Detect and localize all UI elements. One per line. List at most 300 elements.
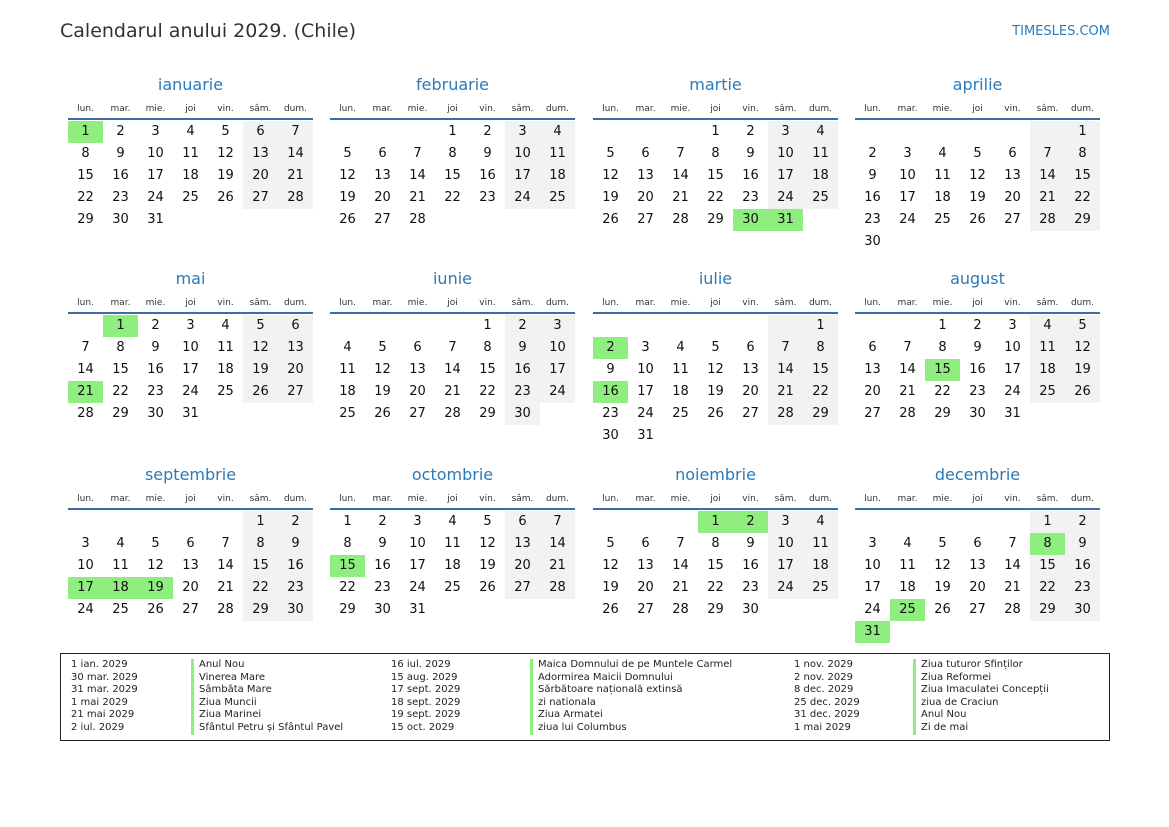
day-cell: 21 — [899, 384, 916, 399]
day-cell: 12 — [969, 168, 986, 183]
empty-day-cell — [330, 121, 365, 143]
day-cell: 3 — [81, 536, 90, 551]
empty-day-cell — [925, 621, 960, 643]
weekday-label: mar. — [372, 104, 393, 114]
day-cell: 18 — [672, 384, 689, 399]
month-name: august — [950, 269, 1005, 288]
day-cell: 22 — [444, 190, 461, 205]
legend-holiday-name: Maica Domnului de pe Muntele Carmel — [538, 659, 733, 670]
weekday-label: mar. — [635, 104, 656, 114]
day-cell: 4 — [803, 511, 838, 533]
day-cell: 19 — [707, 384, 724, 399]
month-name: iulie — [698, 269, 733, 288]
day-cell: 5 — [606, 146, 615, 161]
day-cell: 25 — [672, 406, 689, 421]
day-cell: 12 — [934, 558, 951, 573]
day-cell: 19 — [479, 558, 496, 573]
day-cell: 20 — [409, 384, 426, 399]
day-cell: 14 — [540, 533, 575, 555]
month-name: ianuarie — [157, 75, 224, 94]
weekday-label: mie. — [932, 298, 953, 308]
day-cell: 1 — [448, 124, 457, 139]
day-grid — [855, 121, 1100, 253]
empty-day-cell — [243, 403, 278, 425]
weekday-label: lun. — [602, 298, 619, 308]
empty-day-cell — [925, 121, 960, 143]
weekday-label: dum. — [283, 104, 308, 114]
month-name: februarie — [415, 75, 490, 94]
empty-day-cell — [540, 209, 575, 231]
weekday-header — [855, 294, 1100, 314]
day-cell: 17 — [1004, 362, 1021, 377]
weekday-label: sâm. — [249, 298, 272, 308]
day-cell: 8 — [243, 533, 278, 555]
weekday-label: sâm. — [511, 494, 534, 504]
day-cell: 18 — [934, 190, 951, 205]
day-cell: 30 — [112, 212, 129, 227]
day-cell: 3 — [413, 514, 422, 529]
empty-day-cell — [593, 511, 628, 533]
day-cell: 1 — [243, 511, 278, 533]
holiday-day-cell: 17 — [68, 577, 103, 599]
day-cell: 3 — [540, 315, 575, 337]
holiday-day-cell: 18 — [103, 577, 138, 599]
empty-day-cell — [960, 621, 995, 643]
weekday-header — [68, 100, 313, 120]
empty-day-cell — [890, 511, 925, 533]
day-cell: 12 — [479, 536, 496, 551]
day-cell: 31 — [182, 406, 199, 421]
day-cell: 28 — [444, 406, 461, 421]
day-cell: 23 — [969, 384, 986, 399]
empty-day-cell — [435, 209, 470, 231]
day-cell: 16 — [505, 359, 540, 381]
day-cell: 10 — [864, 558, 881, 573]
day-cell: 5 — [483, 514, 492, 529]
holiday-legend — [60, 653, 1110, 741]
weekday-header — [330, 294, 575, 314]
month-octombrie — [330, 464, 575, 621]
holiday-day-cell: 19 — [138, 577, 173, 599]
month-iunie — [330, 268, 575, 425]
empty-day-cell — [400, 315, 435, 337]
day-cell: 1 — [938, 318, 947, 333]
day-cell: 3 — [186, 318, 195, 333]
day-cell: 28 — [217, 602, 234, 617]
weekday-label: dum. — [1070, 298, 1095, 308]
legend-date: 31 mar. 2029 — [71, 684, 138, 696]
holiday-day-cell: 8 — [1030, 533, 1065, 555]
weekday-label: joi — [185, 298, 196, 308]
day-cell: 2 — [483, 124, 492, 139]
day-cell: 11 — [803, 143, 838, 165]
empty-day-cell — [593, 315, 628, 337]
empty-day-cell — [803, 425, 838, 447]
day-cell: 26 — [707, 406, 724, 421]
day-cell: 21 — [672, 580, 689, 595]
day-cell: 14 — [217, 558, 234, 573]
day-cell: 21 — [672, 190, 689, 205]
day-cell: 8 — [711, 536, 720, 551]
weekday-label: joi — [972, 494, 983, 504]
day-cell: 6 — [641, 536, 650, 551]
day-cell: 5 — [1065, 315, 1100, 337]
day-cell: 8 — [343, 536, 352, 551]
day-cell: 23 — [742, 580, 759, 595]
day-cell: 10 — [637, 362, 654, 377]
day-cell: 20 — [1004, 190, 1021, 205]
day-cell: 3 — [768, 121, 803, 143]
day-cell: 6 — [378, 146, 387, 161]
empty-day-cell — [1030, 231, 1065, 253]
day-cell: 21 — [540, 555, 575, 577]
day-cell: 30 — [278, 599, 313, 621]
day-cell: 4 — [540, 121, 575, 143]
day-cell: 14 — [899, 362, 916, 377]
day-cell: 25 — [1030, 381, 1065, 403]
weekday-label: lun. — [339, 104, 356, 114]
day-cell: 24 — [768, 577, 803, 599]
weekday-label: mie. — [670, 494, 691, 504]
empty-day-cell — [663, 511, 698, 533]
day-cell: 4 — [938, 146, 947, 161]
empty-day-cell — [995, 231, 1030, 253]
day-cell: 3 — [903, 146, 912, 161]
weekday-label: dum. — [1070, 494, 1095, 504]
weekday-label: dum. — [808, 104, 833, 114]
empty-day-cell — [470, 599, 505, 621]
day-cell: 28 — [899, 406, 916, 421]
day-cell: 24 — [1004, 384, 1021, 399]
weekday-label: vin. — [217, 494, 234, 504]
day-cell: 11 — [112, 558, 129, 573]
weekday-label: joi — [185, 104, 196, 114]
day-grid — [855, 511, 1100, 643]
day-cell: 10 — [1004, 340, 1021, 355]
day-cell: 14 — [672, 558, 689, 573]
holiday-day-cell: 2 — [733, 511, 768, 533]
weekday-label: mie. — [932, 494, 953, 504]
day-cell: 20 — [243, 165, 278, 187]
month-name: iunie — [432, 269, 472, 288]
empty-day-cell — [593, 121, 628, 143]
day-cell: 6 — [186, 536, 195, 551]
day-cell: 7 — [1008, 536, 1017, 551]
legend-holiday-name: Ziua Armatei — [538, 709, 603, 721]
day-cell: 22 — [339, 580, 356, 595]
day-cell: 27 — [505, 577, 540, 599]
day-cell: 22 — [803, 381, 838, 403]
day-cell: 22 — [77, 190, 94, 205]
day-cell: 29 — [339, 602, 356, 617]
month-aprilie — [855, 74, 1100, 253]
day-cell: 26 — [602, 212, 619, 227]
day-cell: 2 — [378, 514, 387, 529]
day-cell: 26 — [374, 406, 391, 421]
empty-day-cell — [733, 315, 768, 337]
day-cell: 25 — [182, 190, 199, 205]
day-cell: 6 — [1008, 146, 1017, 161]
empty-day-cell — [768, 315, 803, 337]
weekday-label: sâm. — [249, 494, 272, 504]
day-cell: 21 — [444, 384, 461, 399]
day-cell: 5 — [243, 315, 278, 337]
empty-day-cell — [435, 315, 470, 337]
day-cell: 30 — [742, 602, 759, 617]
day-cell: 14 — [1030, 165, 1065, 187]
legend-date: 30 mar. 2029 — [71, 671, 138, 683]
empty-day-cell — [435, 599, 470, 621]
day-cell: 9 — [116, 146, 125, 161]
legend-date: 15 oct. 2029 — [391, 721, 455, 733]
empty-day-cell — [698, 425, 733, 447]
legend-holiday-name: ziua de Craciun — [921, 696, 999, 708]
legend-name-column — [191, 659, 343, 735]
day-cell: 22 — [479, 384, 496, 399]
day-cell: 14 — [444, 362, 461, 377]
day-cell: 2 — [868, 146, 877, 161]
day-cell: 5 — [343, 146, 352, 161]
legend-date-column — [794, 659, 860, 735]
day-cell: 3 — [768, 511, 803, 533]
day-cell: 8 — [116, 340, 125, 355]
day-cell: 22 — [707, 580, 724, 595]
day-cell: 17 — [409, 558, 426, 573]
day-cell: 7 — [676, 146, 685, 161]
empty-day-cell — [173, 511, 208, 533]
day-cell: 25 — [803, 187, 838, 209]
holiday-day-cell: 1 — [68, 121, 103, 143]
empty-day-cell — [505, 599, 540, 621]
empty-day-cell — [663, 315, 698, 337]
weekday-label: mar. — [897, 494, 918, 504]
day-cell: 7 — [1030, 143, 1065, 165]
day-cell: 12 — [374, 362, 391, 377]
day-cell: 1 — [803, 315, 838, 337]
day-cell: 6 — [868, 340, 877, 355]
weekday-label: lun. — [77, 494, 94, 504]
weekday-label: dum. — [808, 298, 833, 308]
day-cell: 7 — [81, 340, 90, 355]
day-cell: 13 — [182, 558, 199, 573]
empty-day-cell — [103, 511, 138, 533]
day-cell: 9 — [973, 340, 982, 355]
weekday-header — [593, 294, 838, 314]
month-mai — [68, 268, 313, 425]
day-cell: 23 — [864, 212, 881, 227]
weekday-label: dum. — [808, 494, 833, 504]
legend-holiday-name: Anul Nou — [921, 709, 967, 721]
month-noiembrie — [593, 464, 838, 621]
empty-day-cell — [1030, 403, 1065, 425]
day-cell: 26 — [339, 212, 356, 227]
empty-day-cell — [663, 121, 698, 143]
day-cell: 11 — [182, 146, 199, 161]
legend-name-column — [530, 659, 732, 735]
empty-day-cell — [1065, 231, 1100, 253]
legend-holiday-name: Sfântul Petru și Sfântul Pavel — [199, 721, 344, 733]
weekday-header — [68, 490, 313, 510]
empty-day-cell — [470, 209, 505, 231]
empty-day-cell — [663, 425, 698, 447]
day-cell: 19 — [1065, 359, 1100, 381]
day-cell: 10 — [899, 168, 916, 183]
empty-day-cell — [960, 121, 995, 143]
empty-day-cell — [1030, 121, 1065, 143]
day-cell: 20 — [505, 555, 540, 577]
day-cell: 29 — [934, 406, 951, 421]
holiday-day-cell: 1 — [103, 315, 138, 337]
empty-day-cell — [243, 209, 278, 231]
month-name: septembrie — [144, 465, 237, 484]
day-cell: 25 — [217, 384, 234, 399]
day-cell: 3 — [505, 121, 540, 143]
day-cell: 13 — [969, 558, 986, 573]
legend-holiday-name: Ziua Reformei — [921, 671, 992, 683]
legend-holiday-name: ziua lui Columbus — [538, 721, 627, 733]
day-grid — [593, 511, 838, 621]
day-cell: 28 — [672, 602, 689, 617]
day-cell: 6 — [413, 340, 422, 355]
legend-holiday-name: Ziua Muncii — [199, 696, 257, 708]
day-cell: 11 — [934, 168, 951, 183]
empty-day-cell — [208, 403, 243, 425]
month-martie — [593, 74, 838, 231]
day-cell: 24 — [540, 381, 575, 403]
day-cell: 12 — [147, 558, 164, 573]
day-cell: 14 — [77, 362, 94, 377]
month-august — [855, 268, 1100, 425]
day-cell: 8 — [1065, 143, 1100, 165]
day-cell: 20 — [637, 190, 654, 205]
legend-holiday-name: Ziua Marinei — [199, 709, 262, 721]
day-cell: 12 — [339, 168, 356, 183]
day-cell: 6 — [641, 146, 650, 161]
day-cell: 14 — [672, 168, 689, 183]
month-name: martie — [689, 75, 742, 94]
day-cell: 10 — [77, 558, 94, 573]
weekday-label: lun. — [864, 494, 881, 504]
day-cell: 18 — [803, 165, 838, 187]
day-cell: 23 — [1065, 577, 1100, 599]
day-cell: 21 — [217, 580, 234, 595]
day-cell: 1 — [343, 514, 352, 529]
day-cell: 22 — [1065, 187, 1100, 209]
day-cell: 5 — [378, 340, 387, 355]
day-cell: 10 — [540, 337, 575, 359]
legend-holiday-name: Ziua Imaculatei Concepții — [921, 684, 1049, 696]
day-cell: 14 — [768, 359, 803, 381]
weekday-label: sâm. — [1036, 104, 1059, 114]
weekday-label: mie. — [932, 104, 953, 114]
day-cell: 26 — [243, 381, 278, 403]
weekday-label: mie. — [145, 494, 166, 504]
empty-day-cell — [890, 315, 925, 337]
legend-date-column — [391, 659, 460, 735]
weekday-label: dum. — [283, 494, 308, 504]
day-cell: 8 — [448, 146, 457, 161]
day-cell: 24 — [864, 602, 881, 617]
day-cell: 1 — [711, 124, 720, 139]
day-cell: 20 — [637, 580, 654, 595]
day-cell: 6 — [973, 536, 982, 551]
day-cell: 29 — [1030, 599, 1065, 621]
day-cell: 26 — [217, 190, 234, 205]
weekday-label: mar. — [897, 104, 918, 114]
day-cell: 28 — [1030, 209, 1065, 231]
day-cell: 27 — [278, 381, 313, 403]
day-grid — [330, 315, 575, 425]
weekday-label: vin. — [1004, 494, 1021, 504]
day-cell: 22 — [1030, 577, 1065, 599]
day-cell: 29 — [243, 599, 278, 621]
empty-day-cell — [890, 621, 925, 643]
day-cell: 27 — [969, 602, 986, 617]
day-cell: 17 — [182, 362, 199, 377]
day-cell: 21 — [1004, 580, 1021, 595]
day-cell: 30 — [505, 403, 540, 425]
empty-day-cell — [278, 209, 313, 231]
day-cell: 26 — [934, 602, 951, 617]
day-cell: 15 — [707, 558, 724, 573]
day-cell: 13 — [637, 558, 654, 573]
empty-day-cell — [208, 209, 243, 231]
weekday-header — [855, 490, 1100, 510]
weekday-label: mie. — [407, 494, 428, 504]
weekday-label: sâm. — [774, 298, 797, 308]
legend-holiday-name: Zi de mai — [921, 721, 969, 733]
empty-day-cell — [768, 599, 803, 621]
empty-day-cell — [803, 209, 838, 231]
day-cell: 21 — [278, 165, 313, 187]
day-cell: 9 — [483, 146, 492, 161]
day-cell: 11 — [803, 533, 838, 555]
day-cell: 27 — [864, 406, 881, 421]
weekday-header — [593, 100, 838, 120]
day-cell: 5 — [151, 536, 160, 551]
empty-day-cell — [890, 231, 925, 253]
empty-day-cell — [960, 231, 995, 253]
day-cell: 2 — [278, 511, 313, 533]
empty-day-cell — [68, 511, 103, 533]
day-cell: 9 — [746, 536, 755, 551]
day-cell: 4 — [1030, 315, 1065, 337]
legend-date: 1 mai 2029 — [794, 721, 851, 733]
day-cell: 30 — [374, 602, 391, 617]
day-cell: 2 — [505, 315, 540, 337]
day-cell: 24 — [768, 187, 803, 209]
holiday-day-cell: 15 — [925, 359, 960, 381]
weekday-label: mie. — [670, 104, 691, 114]
weekday-label: sâm. — [249, 104, 272, 114]
day-cell: 9 — [151, 340, 160, 355]
day-cell: 26 — [969, 212, 986, 227]
day-cell: 23 — [112, 190, 129, 205]
day-cell: 19 — [934, 580, 951, 595]
day-cell: 3 — [868, 536, 877, 551]
day-cell: 1 — [1030, 511, 1065, 533]
site-link[interactable]: TIMESLES.COM — [1012, 24, 1110, 39]
day-cell: 15 — [444, 168, 461, 183]
legend-date: 1 nov. 2029 — [794, 659, 853, 670]
day-grid — [330, 121, 575, 231]
day-cell: 21 — [768, 381, 803, 403]
weekday-label: vin. — [1004, 298, 1021, 308]
legend-date: 21 mai 2029 — [71, 709, 135, 721]
day-cell: 17 — [147, 168, 164, 183]
day-cell: 17 — [864, 580, 881, 595]
day-cell: 10 — [768, 533, 803, 555]
